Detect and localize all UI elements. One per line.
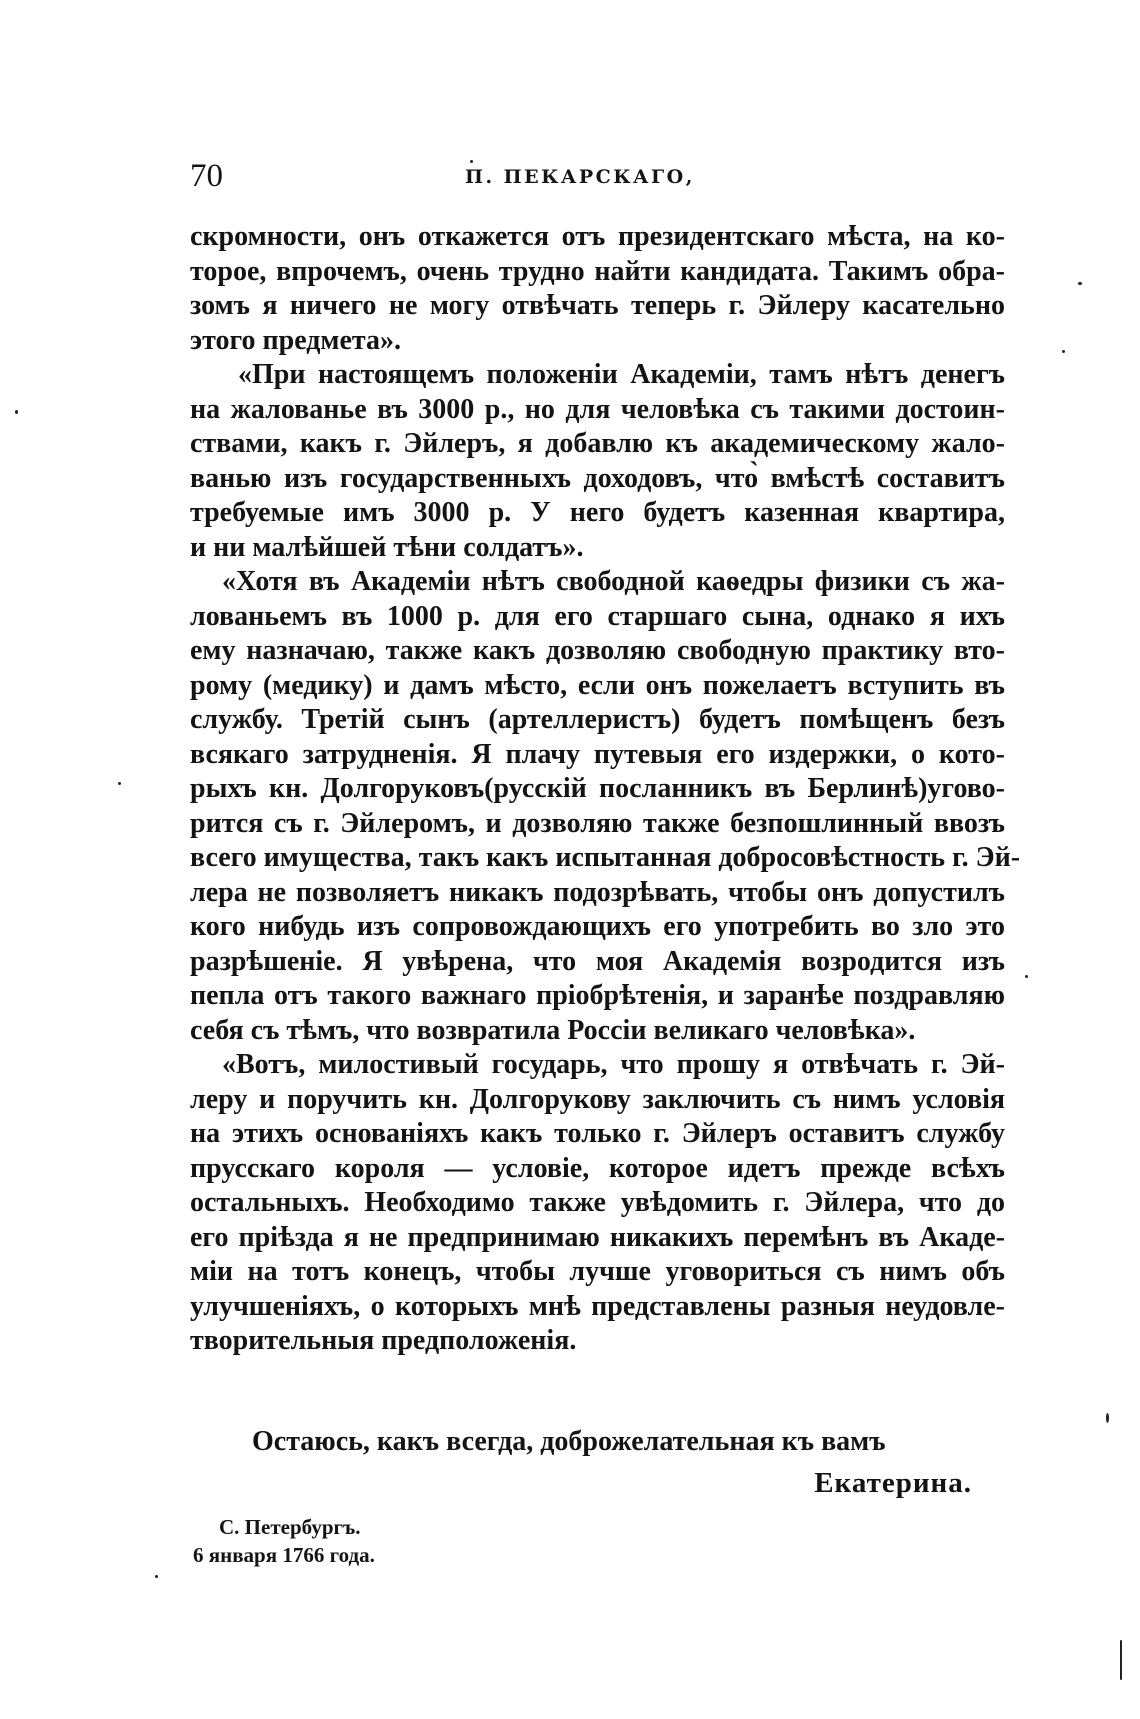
text-line: ствами, какъ г. Эйлеръ, я добавлю къ академическому жало- bbox=[190, 428, 1005, 459]
scan-speck bbox=[118, 782, 121, 785]
text-line: мiи на тотъ конецъ, чтобы лучше уговориться съ нимъ объ bbox=[190, 1256, 1005, 1287]
text-line: пепла отъ такого важнаго прiобрѣтенiя, и заранѣе поздравляю bbox=[190, 980, 1005, 1011]
scan-speck bbox=[155, 1575, 158, 1578]
text-line: рыхъ кн. Долгоруковъ(русскiй посланникъ въ Берлинѣ)угово- bbox=[190, 773, 1005, 804]
text-line: ванью изъ государственныхъ доходовъ, что̀ вмѣстѣ составитъ bbox=[190, 462, 1005, 494]
text-line: кого нибудь изъ сопровождающихъ его употребить во зло это bbox=[190, 911, 1005, 942]
text-line: на жалованье въ 3000 р., но для человѣка съ такими достоин- bbox=[190, 393, 1005, 425]
text-line: этого предмета». bbox=[190, 324, 402, 356]
text-line: улучшенiяхъ, о которыхъ мнѣ представлены разныя неудовле- bbox=[190, 1290, 1005, 1322]
text-line: ему назначаю, также какъ дозволяю свободную практику вто- bbox=[190, 635, 1005, 666]
text-line: рится съ г. Эйлеромъ, и дозволяю также безпошлинный ввозъ bbox=[190, 807, 1005, 839]
scan-speck bbox=[1062, 350, 1065, 353]
text-line: и ни малѣйшей тѣни солдатъ». bbox=[190, 531, 584, 563]
text-line: творительныя предположенiя. bbox=[190, 1325, 577, 1356]
scan-speck bbox=[1025, 975, 1028, 978]
scan-speck bbox=[470, 160, 473, 163]
paragraph-first-line: «Хотя въ Академiи нѣтъ свободной каѳедры физики съ жа- bbox=[222, 566, 1005, 597]
closing-line: Остаюсь, какъ всегда, доброжелательная къ вамъ bbox=[252, 1426, 886, 1457]
text-line: требуемые имъ 3000 р. У него будетъ казенная квартира, bbox=[190, 497, 1005, 528]
text-line: прусскаго короля — условiе, которое идетъ прежде всѣхъ bbox=[190, 1152, 1005, 1184]
running-head: П. ПЕКАРСКАГО, bbox=[465, 166, 695, 188]
text-line: всякаго затрудненiя. Я плачу путевыя его издержки, о кото- bbox=[190, 738, 1005, 770]
text-line: лера не позволяетъ никакъ подозрѣвать, чтобы онъ допустилъ bbox=[190, 876, 1005, 908]
text-line: остальныхъ. Необходимо также увѣдомить г. Эйлера, что до bbox=[190, 1187, 1005, 1218]
text-line: всего имущества, такъ какъ испытанная добросовѣстность г. Эй- bbox=[190, 842, 1021, 873]
scan-speck bbox=[1120, 1640, 1122, 1680]
page-header bbox=[190, 158, 1005, 198]
text-line: рому (медику) и дамъ мѣсто, если онъ пожелаетъ вступить въ bbox=[190, 669, 1005, 701]
text-line: себя съ тѣмъ, что возвратила Россiи великаго человѣка». bbox=[190, 1014, 916, 1046]
scan-speck bbox=[1078, 282, 1082, 285]
scan-speck bbox=[15, 410, 18, 414]
letter-body bbox=[190, 220, 1021, 1359]
paragraph-first-line: «Вотъ, милостивый государь, что прошу я отвѣчать г. Эй- bbox=[222, 1049, 1005, 1080]
place-line: С. Петербургъ. bbox=[219, 1515, 361, 1539]
paragraph-first-line: «При настоящемъ положенiи Академiи, тамъ нѣтъ денегъ bbox=[238, 359, 1005, 390]
page-number: 70 bbox=[190, 158, 223, 194]
text-line: лованьемъ въ 1000 р. для его старшаго сына, однако я ихъ bbox=[190, 600, 1005, 632]
text-line: его прiѣзда я не предпринимаю никакихъ перемѣнъ въ Акаде- bbox=[190, 1221, 1005, 1253]
text-line: торое, впрочемъ, очень трудно найти кандидата. Такимъ обра- bbox=[190, 255, 1005, 287]
scan-speck bbox=[1106, 1413, 1109, 1423]
text-line: зомъ я ничего не могу отвѣчать теперь г. Эйлеру касательно bbox=[190, 290, 1005, 321]
text-line: скромности, онъ откажется отъ президентскаго мѣста, на ко- bbox=[190, 221, 1005, 252]
text-line: разрѣшенiе. Я увѣрена, что моя Академiя возродится изъ bbox=[190, 945, 1005, 977]
date-line: 6 января 1766 года. bbox=[193, 1543, 375, 1567]
text-line: леру и поручить кн. Долгорукову заключить съ нимъ условiя bbox=[190, 1083, 1005, 1115]
signature: Екатерина. bbox=[814, 1467, 972, 1499]
text-line: службу. Третiй сынъ (артеллеристъ) будетъ помѣщенъ безъ bbox=[190, 704, 1005, 735]
text-line: на этихъ основанiяхъ какъ только г. Эйлеръ оставитъ службу bbox=[190, 1118, 1005, 1149]
